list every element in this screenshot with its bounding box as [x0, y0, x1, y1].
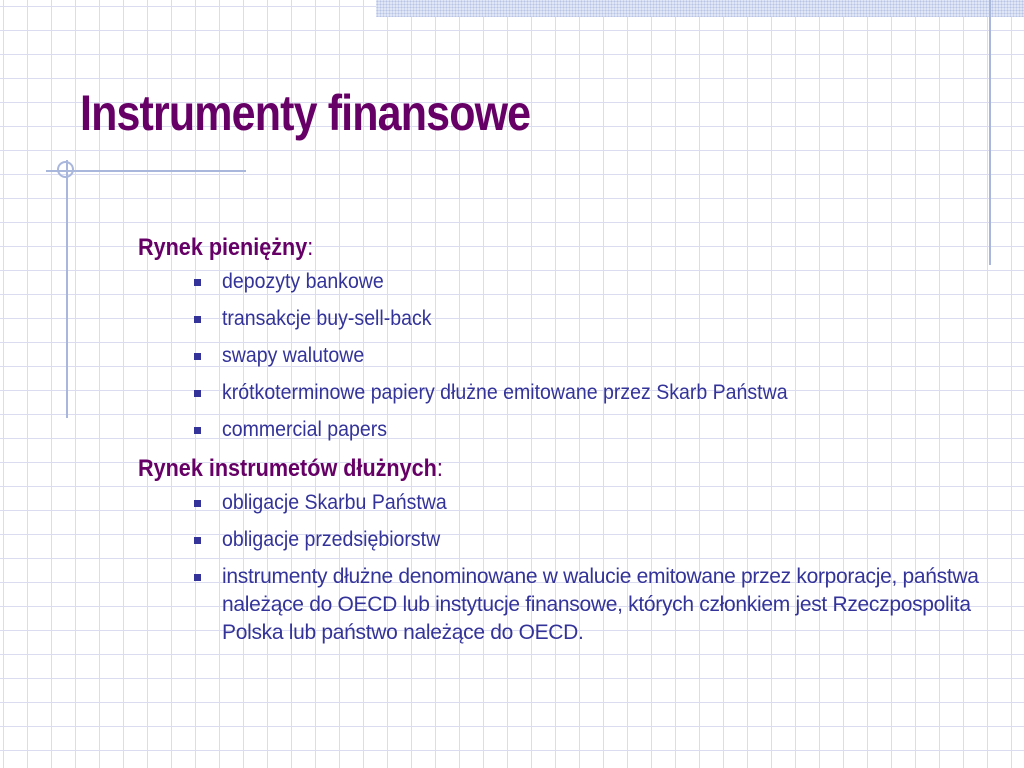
section-heading-money-market — [138, 232, 912, 268]
list-item — [138, 379, 998, 407]
decorative-title-underline — [46, 170, 246, 172]
money-market-list — [138, 268, 998, 444]
section-heading-debt-market — [138, 453, 912, 489]
list-item-text: obligacje przedsiębiorstw — [222, 528, 441, 551]
slide-title: Instrumenty finansowe — [80, 85, 531, 141]
square-bullet-icon — [194, 574, 201, 581]
list-item-text: krótkoterminowe papiery dłużne emitowane przez Skarb Państwa — [222, 381, 788, 404]
list-item-text: obligacje Skarbu Państwa — [222, 491, 447, 514]
slide-content — [138, 232, 998, 656]
debt-market-list — [138, 489, 998, 647]
decorative-top-band — [376, 0, 1024, 17]
square-bullet-icon — [194, 279, 201, 286]
list-item — [138, 416, 998, 444]
list-item-text: transakcje buy-sell-back — [222, 307, 432, 330]
section-heading-label: Rynek instrumetów dłużnych — [138, 455, 437, 482]
decorative-right-rule — [989, 0, 991, 265]
list-item — [138, 342, 998, 370]
list-item — [138, 305, 998, 333]
section-heading-colon: : — [436, 455, 443, 482]
list-item — [138, 563, 998, 647]
decorative-ring-icon — [57, 161, 74, 178]
list-item — [138, 489, 998, 517]
list-item-text: swapy walutowe — [222, 344, 365, 367]
list-item-text: depozyty bankowe — [222, 270, 384, 293]
square-bullet-icon — [194, 537, 201, 544]
square-bullet-icon — [194, 427, 201, 434]
square-bullet-icon — [194, 390, 201, 397]
list-item-text: commercial papers — [222, 418, 387, 441]
square-bullet-icon — [194, 353, 201, 360]
list-item — [138, 268, 998, 296]
list-item — [138, 526, 998, 554]
section-heading-label: Rynek pieniężny — [138, 234, 308, 261]
square-bullet-icon — [194, 316, 201, 323]
list-item-text: instrumenty dłużne denominowane w walucie emitowane przez korporacje, państwa należące do OECD lub instytucje finansowe, których członkiem jest Rzeczpospolita Polska lub państwo należące do OECD. — [222, 565, 979, 644]
decorative-left-rule — [66, 160, 68, 418]
section-heading-colon: : — [307, 234, 314, 261]
square-bullet-icon — [194, 500, 201, 507]
